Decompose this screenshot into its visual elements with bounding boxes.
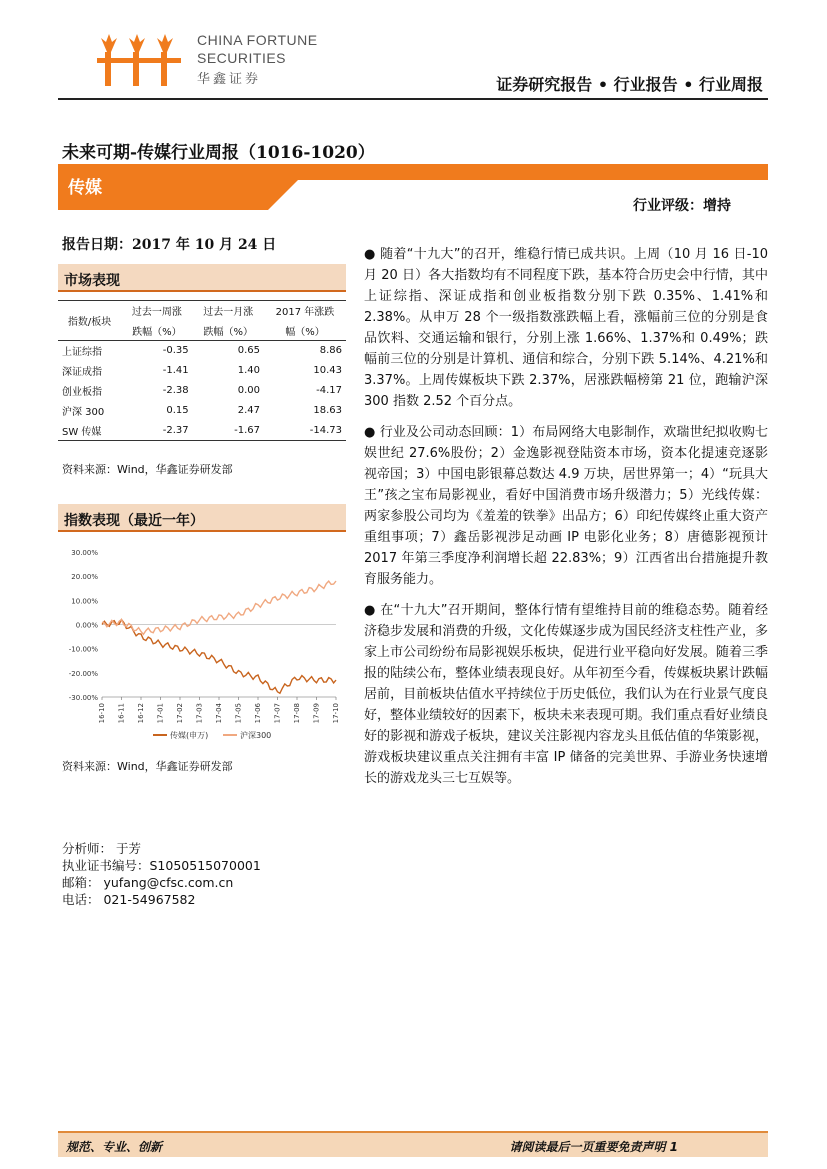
footer-disclaimer: 请阅读最后一页重要免责声明 1	[509, 1140, 678, 1154]
table-row: 深证成指 -1.41 1.40 10.43	[62, 365, 342, 378]
analyst-name: 分析师： 于芳	[62, 841, 141, 856]
col-header-month-2: 跌幅（%）	[203, 326, 254, 338]
header-category: 证券研究报告 • 行业报告 • 行业周报	[496, 75, 763, 94]
analyst-phone: 电话： 021-54967582	[62, 892, 196, 907]
logo-line2: SECURITIES	[197, 50, 287, 66]
y-tick-label: 10.00%	[71, 597, 98, 606]
x-tick-label: 17-06	[254, 703, 262, 724]
logo-cn: 华鑫证券	[197, 71, 262, 86]
x-tick-label: 16-11	[117, 703, 126, 724]
bullet-icon: ●	[364, 603, 376, 618]
y-tick-label: 0.00%	[75, 621, 98, 630]
x-tick-label: 17-08	[293, 703, 301, 724]
x-tick-label: 17-02	[176, 703, 184, 724]
x-tick-label: 17-07	[273, 703, 282, 724]
page-title: 未来可期-传媒行业周报（1016-1020）	[62, 143, 375, 163]
col-header-week-2: 跌幅（%）	[132, 326, 182, 338]
market-source: 资料来源：Wind，华鑫证券研发部	[62, 463, 233, 476]
bullet-icon: ●	[364, 247, 376, 262]
legend-label: 传媒(申万)	[170, 731, 209, 740]
y-tick-label: -30.00%	[68, 694, 98, 702]
legend-label: 沪深300	[240, 731, 272, 740]
y-tick-label: 20.00%	[71, 573, 98, 582]
bullet-icon: ●	[364, 425, 376, 440]
x-tick-label: 17-10	[332, 703, 340, 724]
market-section-title: 市场表现	[58, 264, 346, 292]
footer	[58, 1131, 768, 1157]
x-tick-label: 17-03	[195, 703, 204, 724]
paragraph-outlook: ● 在“十九大”召开期间，整体行情有望维持目前的维稳态势。随着经济稳步发展和消费的升级，文化传媒逐步成为国民经济支柱性产业，多家上市公司纷纷布局影视娱乐板块，促进行业平稳向好发展。随着三季报的陆续公布，整体业绩表现良好。从年初至今看，传媒板块累计跌幅居前，目前板块估值水平持续位于历史低位，我们认为在行业景气度良好，整体业绩较好的因素下，板块未来表现可期。我们重点看好业绩良好的影视和游戏子板块，建议关注影视内容龙头且低估值的华策影视，游戏板块建议重点关注拥有丰富 IP 储备的完美世界、手游业务快速增长的游戏龙头三七互娱等。	[364, 603, 768, 786]
col-header-year-1: 2017 年涨跌	[275, 307, 335, 319]
report-date: 报告日期：2017 年 10 月 24 日	[62, 237, 277, 253]
col-header-index: 指数/板块	[58, 301, 121, 341]
table-row: 创业板指 -2.38 0.00 -4.17	[62, 385, 342, 398]
y-tick-label: 30.00%	[71, 549, 98, 557]
analyst-cert: 执业证书编号：S1050515070001	[62, 858, 261, 873]
col-header-week-1: 过去一周涨	[131, 307, 182, 319]
x-tick-label: 17-04	[215, 703, 223, 724]
paragraph-market: ● 随着“十九大”的召开，维稳行情已成共识。上周（10 月 16 日-10 月 20 日）各大指数均有不同程度下跌，基本符合历史会中行情，其中上证综指、深证成指和创业板指数分别下跌 0.35%、1.41%和 2.38%。从申万 28 个一级指数涨跌幅上看，涨幅前三位的分别是食品饮料、交通运输和银行，分别上涨 1.66%、1.37%和 0.49%；跌幅前三位的分别是计算机、通信和综合，分别下跌 5.14%、4.21%和 3.37%。上周传媒板块下跌 2.37%，居涨跌幅榜第 21 位，跑输沪深 300 指数 2.52 个百分点。	[364, 247, 768, 409]
analyst-info	[62, 840, 261, 908]
logo-line1: CHINA FORTUNE	[197, 32, 318, 48]
x-tick-label: 17-09	[312, 703, 321, 724]
col-header-month-1: 过去一月涨	[203, 307, 254, 319]
x-tick-label: 16-12	[137, 703, 145, 724]
y-tick-label: -20.00%	[68, 669, 98, 678]
logo-icon	[95, 30, 187, 88]
x-tick-label: 17-05	[234, 703, 243, 724]
body-text	[364, 244, 768, 789]
x-tick-label: 17-01	[156, 703, 165, 724]
sector-label: 传媒	[68, 178, 102, 198]
series-line-1	[102, 581, 336, 634]
analyst-email: 邮箱： yufang@cfsc.com.cn	[62, 875, 234, 890]
footer-slogan: 规范、专业、创新	[66, 1140, 163, 1154]
industry-rating: 行业评级：增持	[633, 198, 731, 214]
market-table	[58, 300, 346, 441]
index-source: 资料来源：Wind，华鑫证券研发部	[62, 760, 233, 773]
header-divider	[58, 98, 768, 100]
index-chart	[58, 542, 348, 748]
table-row: 上证综指 -0.35 0.65 8.86	[62, 345, 342, 359]
paragraph-news: ● 行业及公司动态回顾：1）布局网络大电影制作，欢瑞世纪拟收购七娱世纪 27.6%股份；2）金逸影视登陆资本市场，资本化提速竞逐影视帝国；3）中国电影银幕总数达 4.9 万块，居世界第一；4）“玩具大王”孩之宝布局影视业，看好中国消费市场升级潜力；5）光线传媒：两家参股公司均为《羞羞的铁拳》出品方；6）印纪传媒终止重大资产重组事项；7）鑫岳影视涉足动画 IP 电影化业务；8）唐德影视预计 2017 年第三季度净利润增长超 22.83%；9）江西省出台措施提升教育服务能力。	[364, 425, 769, 587]
col-header-year-2: 幅（%）	[285, 326, 325, 338]
index-section-title: 指数表现（最近一年）	[58, 504, 346, 532]
logo	[95, 28, 335, 90]
table-row: 沪深 300 0.15 2.47 18.63	[62, 405, 342, 418]
series-line-0	[102, 620, 336, 694]
table-row: SW 传媒 -2.37 -1.67 -14.73	[58, 421, 346, 441]
x-tick-label: 16-10	[98, 703, 106, 724]
y-tick-label: -10.00%	[68, 645, 98, 654]
